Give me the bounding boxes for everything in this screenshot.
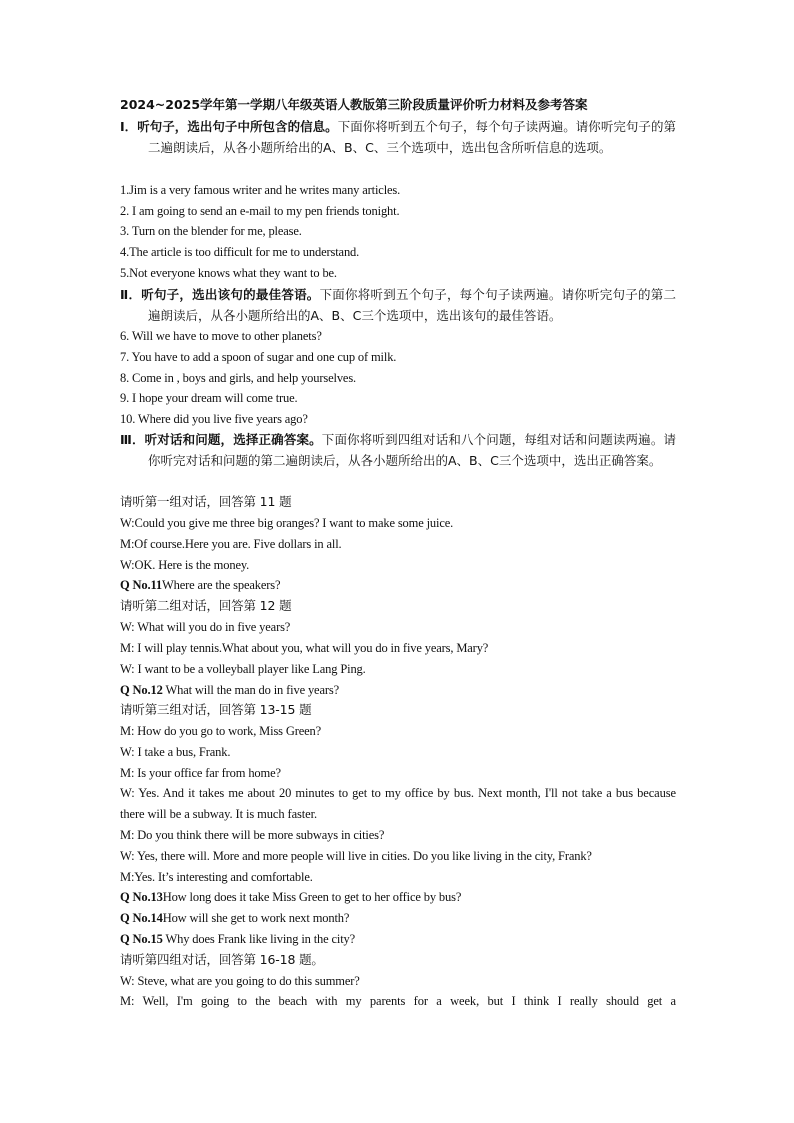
dialogue-1-line-1: W:Could you give me three big oranges? I want to make some juice. <box>120 516 454 530</box>
section-1-text: 下面你将听到五个句子，每个句子读两遍。请你听完句子的第二遍朗读后，从各小题所给出的A、B、C、三个选项中，选出包含所听信息的选项。 <box>148 119 676 155</box>
question-14-text: How will she get to work next month? <box>162 911 350 925</box>
dialogue-2-line-2: M: I will play tennis.What about you, what will you do in five years, Mary? <box>120 641 489 655</box>
section-1-heading: Ⅰ．听句子，选出句子中所包含的信息。 <box>120 119 338 134</box>
question-13 <box>120 888 676 906</box>
question-12 <box>120 681 676 699</box>
question-11-number: Q No.11 <box>120 578 163 592</box>
page-title: 2024~2025学年第一学期八年级英语人教版第三阶段质量评价听力材料及参考答案 <box>120 97 588 112</box>
sentence-1: 1.Jim is a very famous writer and he writes many articles. <box>120 183 401 197</box>
question-14-number: Q No.14 <box>120 911 163 925</box>
dialogue-4-line-1: W: Steve, what are you going to do this summer? <box>120 974 360 988</box>
question-15-text: Why does Frank like living in the city? <box>162 932 356 946</box>
sentence-8: 8. Come in , boys and girls, and help yourselves. <box>120 371 357 385</box>
section-2-instructions <box>120 285 676 327</box>
dialogue-2-line-3: W: I want to be a volleyball player like Lang Ping. <box>120 662 366 676</box>
question-11-text: Where are the speakers? <box>162 578 281 592</box>
question-15 <box>120 930 676 948</box>
question-12-number: Q No.12 <box>120 683 163 697</box>
dialogue-2-heading: 请听第二组对话，回答第 12 题 <box>120 598 292 613</box>
dialogue-3-line-1: M: How do you go to work, Miss Green? <box>120 724 322 738</box>
section-3-instructions <box>120 430 676 472</box>
dialogue-3-heading: 请听第三组对话，回答第 13-15 题 <box>120 702 312 717</box>
dialogue-3-line-6: W: Yes, there will. More and more people will live in cities. Do you like living in the city, Frank? <box>120 849 592 863</box>
sentence-6: 6. Will we have to move to other planets? <box>120 329 322 343</box>
question-13-text: How long does it take Miss Green to get to her office by bus? <box>162 890 462 904</box>
dialogue-4-line-2: M: Well, I'm going to the beach with my parents for a week, but I think I really should get a <box>120 994 676 1008</box>
dialogue-3-line-7: M:Yes. It’s interesting and comfortable. <box>120 870 313 884</box>
dialogue-3-line-3: M: Is your office far from home? <box>120 766 281 780</box>
dialogue-4-heading: 请听第四组对话，回答第 16-18 题。 <box>120 952 324 967</box>
section-2-heading: Ⅱ．听句子，选出该句的最佳答语。 <box>120 287 320 302</box>
section-2-text: 下面你将听到五个句子，每个句子读两遍。请你听完句子的第二遍朗读后，从各小题所给出的A、B、C三个选项中，选出该句的最佳答语。 <box>148 287 677 323</box>
sentence-7: 7. You have to add a spoon of sugar and one cup of milk. <box>120 350 397 364</box>
sentence-2: 2. I am going to send an e-mail to my pen friends tonight. <box>120 204 400 218</box>
sentence-5: 5.Not everyone knows what they want to be. <box>120 266 337 280</box>
section-1-instructions <box>120 117 676 159</box>
dialogue-1-line-3: W:OK. Here is the money. <box>120 558 250 572</box>
question-15-number: Q No.15 <box>120 932 163 946</box>
section-3-text: 下面你将听到四组对话和八个问题，每组对话和问题读两遍。请你听完对话和问题的第二遍朗读后，从各小题所给出的A、B、C三个选项中，选出正确答案。 <box>148 432 676 468</box>
sentence-10: 10. Where did you live five years ago? <box>120 412 308 426</box>
sentence-3: 3. Turn on the blender for me, please. <box>120 224 302 238</box>
dialogue-3-line-4: W: Yes. And it takes me about 20 minutes to get to my office by bus. Next month, I'll not take a bus because there will be a subway. It is much faster. <box>120 786 676 821</box>
question-11 <box>120 576 676 594</box>
question-12-text: What will the man do in five years? <box>162 683 339 697</box>
dialogue-2-line-1: W: What will you do in five years? <box>120 620 291 634</box>
dialogue-3-line-5: M: Do you think there will be more subways in cities? <box>120 828 385 842</box>
question-14 <box>120 909 676 927</box>
question-13-number: Q No.13 <box>120 890 163 904</box>
dialogue-1-line-2: M:Of course.Here you are. Five dollars in all. <box>120 537 342 551</box>
dialogue-3-line-2: W: I take a bus, Frank. <box>120 745 231 759</box>
section-3-heading: Ⅲ．听对话和问题，选择正确答案。 <box>120 432 322 447</box>
dialogue-1-heading: 请听第一组对话，回答第 11 题 <box>120 494 292 509</box>
sentence-9: 9. I hope your dream will come true. <box>120 391 298 405</box>
sentence-4: 4.The article is too difficult for me to understand. <box>120 245 360 259</box>
